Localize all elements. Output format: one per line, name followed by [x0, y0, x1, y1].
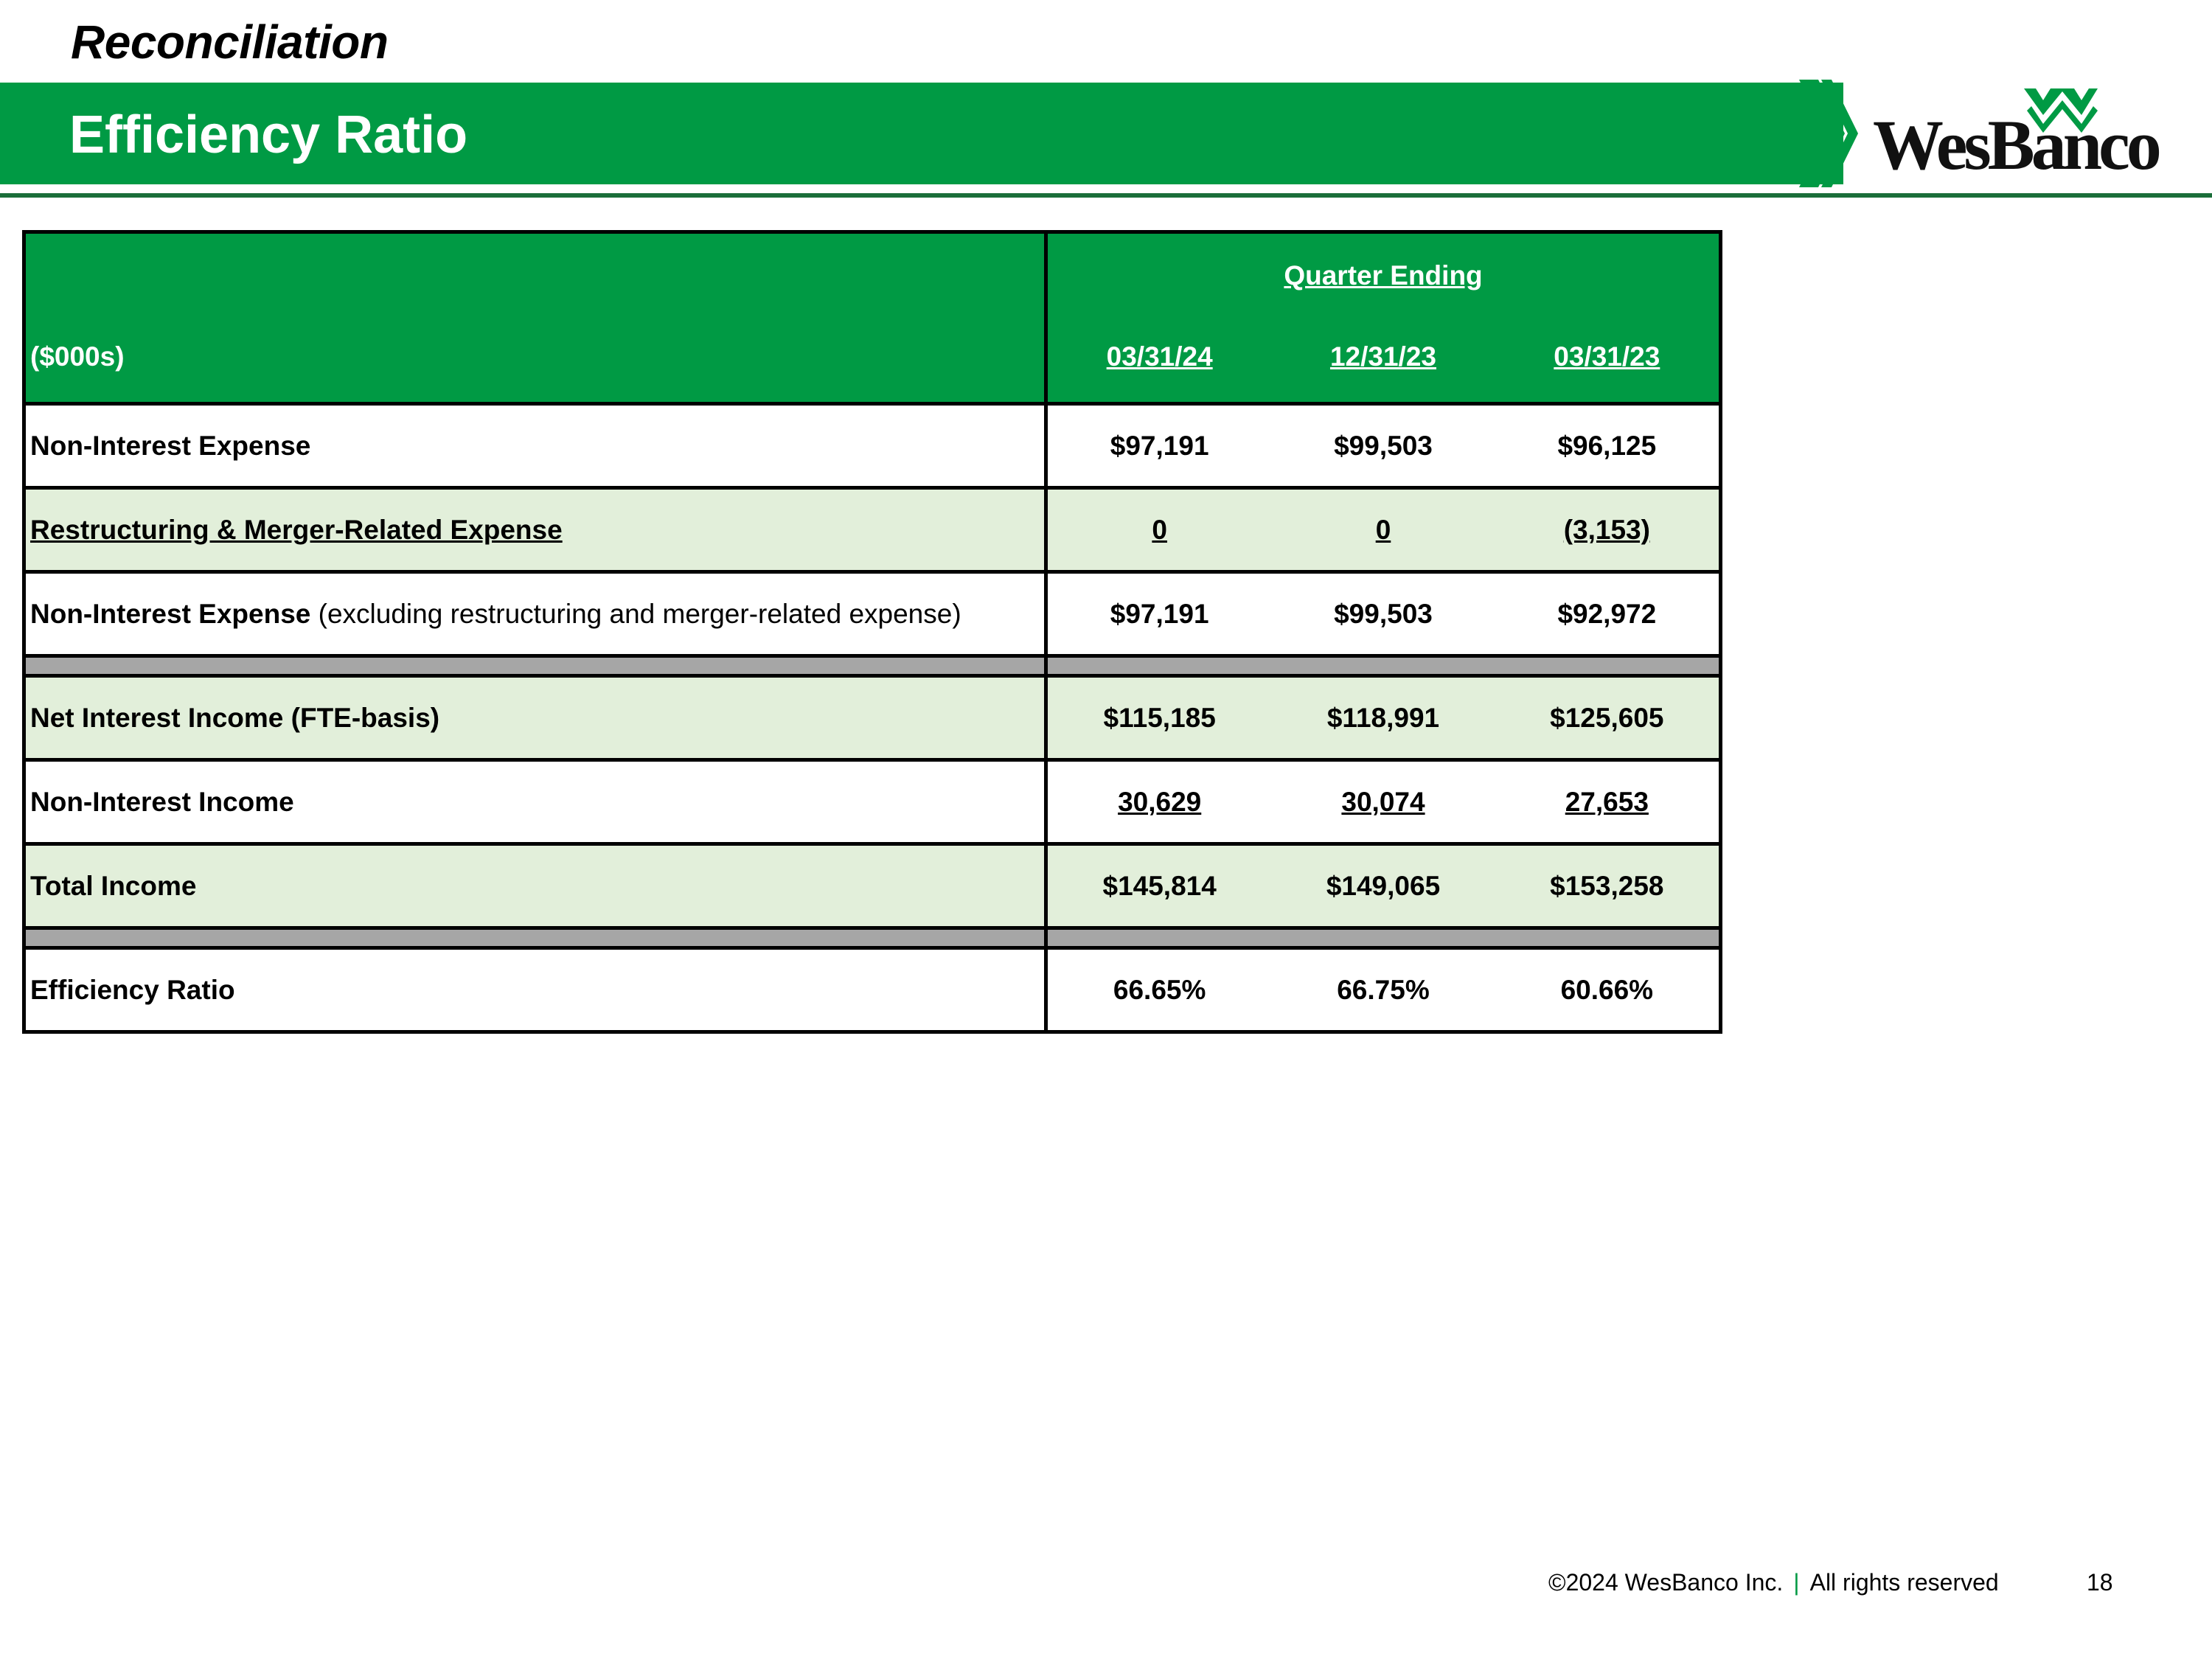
- table-cell: 0: [1152, 514, 1167, 545]
- section-title: Reconciliation: [71, 15, 389, 69]
- column-header-date: 12/31/23: [1329, 341, 1436, 372]
- header-values-cell: [1046, 232, 1721, 404]
- table-cell: 66.75%: [1337, 974, 1430, 1005]
- separator-row: [24, 928, 1721, 948]
- row-label: Non-Interest Expense: [24, 404, 1046, 488]
- column-header-date: 03/31/23: [1554, 341, 1660, 372]
- row-label: Total Income: [24, 844, 1046, 928]
- row-label: Restructuring & Merger-Related Expense: [30, 514, 563, 545]
- table-row-net-interest-income: [24, 676, 1721, 760]
- table-cell: $92,972: [1557, 598, 1657, 629]
- table-row-non-interest-expense: [24, 404, 1721, 488]
- table-cell: $145,814: [1102, 870, 1217, 901]
- row-label: Efficiency Ratio: [24, 948, 1046, 1032]
- row-label: Non-Interest Expense: [30, 598, 311, 629]
- table-cell: $97,191: [1110, 598, 1209, 629]
- wesbanco-logo: [1873, 88, 2158, 184]
- table-cell: (3,153): [1563, 514, 1650, 545]
- table-row-non-interest-expense-excluding: [24, 572, 1721, 656]
- table-cell: $125,605: [1550, 702, 1664, 733]
- footer-separator: |: [1793, 1569, 1800, 1596]
- header-label-cell: [24, 232, 1046, 404]
- table-row-restructuring: [24, 488, 1721, 572]
- table-cell: $97,191: [1110, 430, 1209, 461]
- table-row-total-income: [24, 844, 1721, 928]
- row-label-note: (excluding restructuring and merger-related expense): [318, 598, 961, 629]
- table-cell: 30,074: [1341, 786, 1425, 817]
- quarter-ending-header: Quarter Ending: [1284, 260, 1483, 291]
- page-number: 18: [2087, 1569, 2113, 1596]
- table-cell: $153,258: [1550, 870, 1664, 901]
- table-cell: $118,991: [1326, 702, 1440, 733]
- table-cell: $149,065: [1326, 870, 1441, 901]
- table-row-non-interest-income: [24, 760, 1721, 844]
- table-cell: 30,629: [1118, 786, 1202, 817]
- table-cell: 66.65%: [1113, 974, 1206, 1005]
- footer: [1548, 1569, 1999, 1596]
- table-cell: 60.66%: [1560, 974, 1654, 1005]
- table-row-efficiency-ratio: [24, 948, 1721, 1032]
- table-cell: 27,653: [1565, 786, 1649, 817]
- copyright-text: ©2024 WesBanco Inc.: [1548, 1569, 1784, 1596]
- banner-chevron-icon: [1799, 80, 1858, 187]
- rights-text: All rights reserved: [1809, 1569, 1999, 1596]
- row-label: Non-Interest Income: [24, 760, 1046, 844]
- row-label: Net Interest Income (FTE-basis): [24, 676, 1046, 760]
- separator-row: [24, 656, 1721, 676]
- logo-wordmark: WesBanco: [1873, 105, 2158, 184]
- table-cell: $99,503: [1334, 598, 1433, 629]
- title-banner: [0, 83, 1843, 184]
- table-cell: 0: [1375, 514, 1391, 545]
- table-cell: $96,125: [1557, 430, 1657, 461]
- table-cell: $99,503: [1334, 430, 1433, 461]
- table-header-row: [24, 232, 1721, 404]
- page-title: Efficiency Ratio: [69, 105, 468, 164]
- banner-rule: [0, 193, 2212, 198]
- column-header-date: 03/31/24: [1106, 341, 1213, 372]
- unit-label: ($000s): [30, 341, 125, 372]
- table-cell: $115,185: [1103, 702, 1216, 733]
- efficiency-ratio-table: [22, 230, 1722, 1034]
